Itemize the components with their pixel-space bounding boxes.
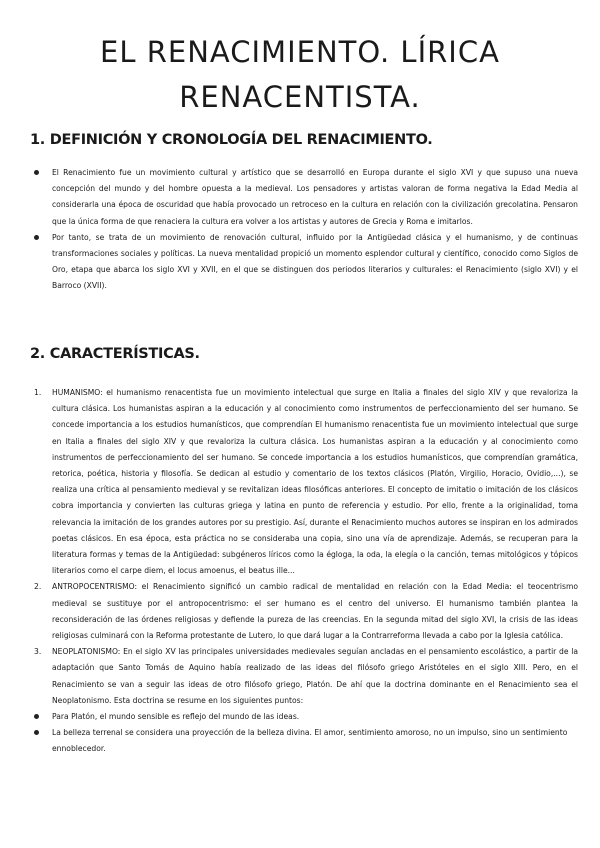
paragraph-text: El Renacimiento fue un movimiento cultural y artístico que se desarrolló en Europa durante el siglo XVI y que supuso una nueva concepción del mundo y del hombre opuesta a la medieval. Los pensadores y artistas valoran de forma negativa la Edad Media al considerarla una época de oscuridad que había provocado un retroceso en la cultura en relación con la civilización grecolatina. Pensaron que la única forma de que renaciera la cultura era volver a los artistas y autores de Grecia y Roma e imitarlos. — [52, 168, 578, 226]
sub-list-item — [30, 709, 578, 725]
bullet-icon — [34, 730, 39, 735]
bullet-icon — [34, 170, 39, 175]
item-number: 1. — [34, 388, 42, 397]
paragraph-text: Por tanto, se trata de un movimiento de renovación cultural, influido por la Antigüedad clásica y el humanismo, y de continuas transformaciones sociales y políticas. La nueva mentalidad propició un momento esplendor cultural y científico, conocido como Siglos de Oro, etapa que abarca los siglo XVI y XVII, en el que se distinguen dos periodos literarios y culturales: el Renacimiento (siglo XVI) y el Barroco (XVII). — [52, 232, 578, 291]
bullet-icon — [34, 714, 39, 719]
paragraph-text: La belleza terrenal se considera una proyección de la belleza divina. El amor, sentimiento amoroso, no un impulso, sino un sentimiento ennoblecedor. — [52, 728, 568, 754]
list-item — [30, 385, 578, 579]
section-2-heading: 2. CARACTERÍSTICAS. — [30, 346, 200, 362]
item-number: 3. — [34, 647, 42, 657]
section-1-heading: 1. DEFINICIÓN Y CRONOLOGÍA DEL RENACIMIENTO. — [30, 132, 433, 148]
bullet-icon — [34, 235, 39, 240]
list-item — [30, 230, 578, 295]
section-2-list — [30, 385, 578, 758]
section-1-list — [30, 165, 578, 295]
paragraph-text: Para Platón, el mundo sensible es reflejo del mundo de las ideas. — [52, 712, 300, 722]
paragraph-text: HUMANISMO: el humanismo renacentista fue un movimiento intelectual que surge en Italia a finales del siglo XIV y que revaloriza la cultura clásica. Los humanistas aspiran a la educación y al conocimiento como instrumentos de perfeccionamiento del ser humano. Se concede importancia a los estudios humanísticos, que comprendían El humanismo renacentista fue un movimiento intelectual que surge en Italia a finales del siglo XIV y que revaloriza la cultura clásica. Los humanistas aspiran a la educación y al conocimiento como instrumentos de perfeccionamiento del ser humano. Se concede importancia a los estudios humanísticos, que comprendían gramática, retorica, poética, historia y filosofía. Se dedican al estudio y comentario de los textos clásicos (Platón, Virgilio, Horacio, Ovidio,...), se realiza una crítica al pensamiento medieval y se revitalizan ideas filosóficas anteriores. El concepto de imitatio o imitación de los clásicos cobra importancia y convierten las culturas griega y latina en punto de referencia y estudio. Por ello, frente a la originalidad, toma relevancia la imitación de los grandes autores por su prestigio. Así, durante el Renacimiento muchos autores se inspiran en los admirados poetas clásicos. En esa época, esta práctica no se consideraba una copia, sino una vía de aprendizaje. Además, se recuperan para la literatura formas y temas de la Antigüedad: subgéneros líricos como la égloga, la oda, la elegía o la canción, temas mitológicos y tópicos literarios como el carpe diem, el locus amoenus, el beatus ille... — [52, 388, 578, 576]
item-number: 2. — [34, 582, 42, 592]
paragraph-text: NEOPLATONISMO: En el siglo XV las principales universidades medievales seguían ancladas en el pensamiento escolástico, a partir de la adaptación que Santo Tomás de Aquino había realizado de las ideas del filósofo griego Aristóteles en el siglo XIII. Pero, en el Renacimiento se van a seguir las ideas de otro filósofo griego, Platón. De ahí que la doctrina dominante en el Renacimiento sea el Neoplatonismo. Esta doctrina se resume en los siguientes puntos: — [52, 647, 578, 705]
paragraph-text: ANTROPOCENTRISMO: el Renacimiento significó un cambio radical de mentalidad en relación con la Edad Media: el teocentrismo medieval se sustituye por el antropocentrismo: el ser humano es el centro del universo. El humanismo también plantea la reconsideración de las órdenes religiosas y defiende la pureza de las creencias. En la segunda mitad del siglo XVI, la crisis de las ideas religiosas culminará con la Reforma protestante de Lutero, lo que dará lugar a la Contrarreforma llevada a cabo por la Iglesia católica. — [52, 582, 578, 641]
sub-list-item — [30, 725, 578, 757]
list-item — [30, 165, 578, 230]
list-item — [30, 579, 578, 644]
list-item — [30, 644, 578, 709]
page-title: EL RENACIMIENTO. LÍRICA RENACENTISTA. — [100, 35, 500, 114]
